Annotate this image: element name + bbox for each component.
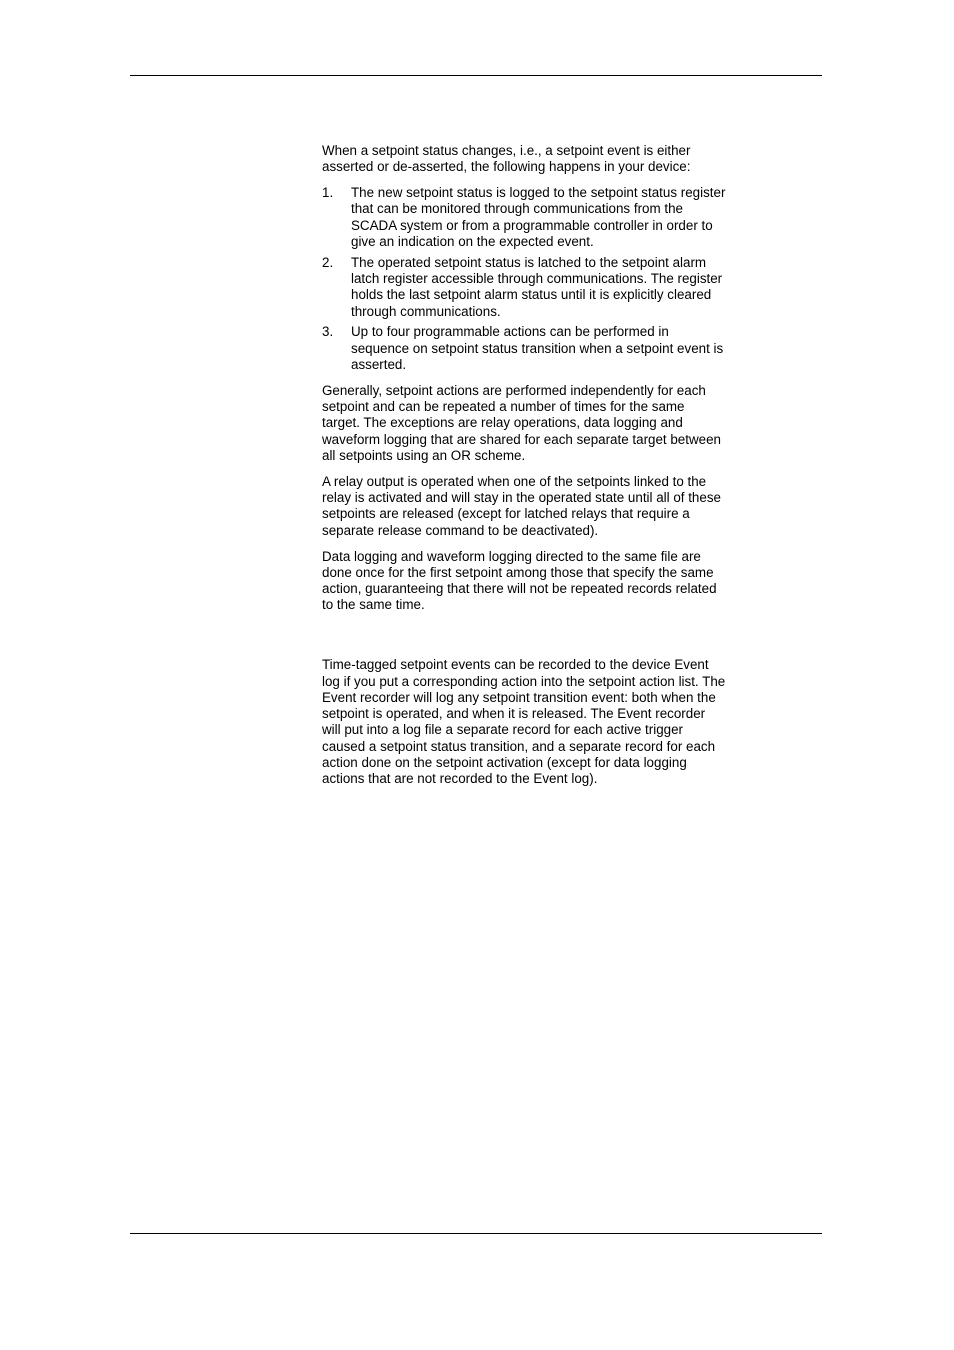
list-item-text: Up to four programmable actions can be performed in sequence on setpoint status transition when a setpoint event is asserted. (351, 324, 724, 373)
list-item-text: The new setpoint status is logged to the setpoint status register that can be monitored through communications from the SCADA system or from a programmable controller in order to give an indication on the expected event. (351, 185, 726, 249)
list-item (322, 185, 726, 250)
relay-output-paragraph: A relay output is operated when one of the setpoints linked to the relay is activated and will stay in the operated state until all of these setpoints are released (except for latched relays that require a separate release command to be deactivated). (322, 473, 721, 538)
footer-rule (130, 1233, 822, 1234)
list-item-text: The operated setpoint status is latched to the setpoint alarm latch register accessible through communications. The register holds the last setpoint alarm status until it is explicitly cleared through communications. (351, 254, 723, 319)
section-gap (322, 623, 726, 657)
setpoint-steps-list (322, 185, 726, 373)
intro-paragraph: When a setpoint status changes, i.e., a setpoint event is either asserted or de-asserted, the following happens in your device: (322, 143, 691, 175)
list-item-number: 3. (322, 324, 334, 340)
event-recording-paragraph: Time-tagged setpoint events can be recorded to the device Event log if you put a corresponding action into the setpoint action list. The Event recorder will log any setpoint transition event: both when the setpoint is operated, and when it is released. The Event recorder will put into a log file a separate record for each active trigger caused a setpoint status transition, and a separate record for each action done on the setpoint activation (except for data logging actions that are not recorded to the Event log). (322, 657, 726, 787)
setpoint-actions-paragraph: Generally, setpoint actions are performed independently for each setpoint and can be repeated a number of times for the same target. The exceptions are relay operations, data logging and waveform logging that are shared for each separate target between all setpoints using an OR scheme. (322, 382, 721, 464)
page-body (322, 143, 726, 797)
list-item-number: 2. (322, 254, 334, 270)
header-rule (130, 75, 822, 76)
list-item (322, 324, 726, 373)
data-logging-paragraph: Data logging and waveform logging directed to the same file are done once for the first setpoint among those that specify the same action, guaranteeing that there will not be repeated records related to the same time. (322, 548, 717, 613)
list-item (322, 255, 726, 320)
list-item-number: 1. (322, 185, 334, 201)
